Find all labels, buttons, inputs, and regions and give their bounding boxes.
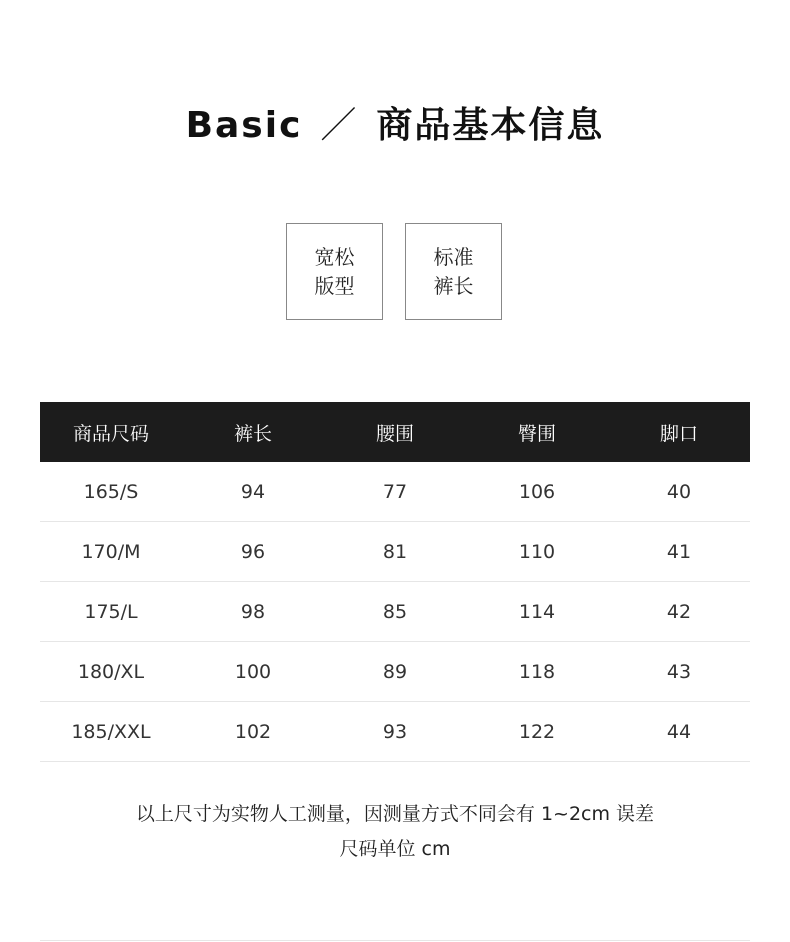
- cell-waist: 77: [324, 462, 466, 522]
- cell-pants-length: 94: [182, 462, 324, 522]
- cell-hip: 114: [466, 582, 608, 642]
- table-row: [40, 582, 750, 642]
- table-row: [40, 462, 750, 522]
- cell-size: 175/L: [40, 582, 182, 642]
- cell-size: 165/S: [40, 462, 182, 522]
- cell-hip: 110: [466, 522, 608, 582]
- note-line-2: 尺码单位 cm: [339, 838, 451, 860]
- cell-hip: 122: [466, 702, 608, 762]
- cell-waist: 85: [324, 582, 466, 642]
- bottom-divider: [40, 940, 750, 941]
- measurement-note: [0, 797, 790, 867]
- cell-pants-length: 98: [182, 582, 324, 642]
- page-title: [0, 97, 790, 148]
- cell-hem: 40: [608, 462, 750, 522]
- title-separator: ／: [320, 105, 359, 146]
- header-pants-length: 裤长: [182, 402, 324, 462]
- cell-pants-length: 102: [182, 702, 324, 762]
- length-tag-standard: [405, 223, 502, 320]
- cell-hem: 41: [608, 522, 750, 582]
- cell-size: 170/M: [40, 522, 182, 582]
- table-row: [40, 642, 750, 702]
- table-row: [40, 702, 750, 762]
- tag-line: 宽松: [314, 244, 355, 269]
- cell-waist: 89: [324, 642, 466, 702]
- cell-hip: 106: [466, 462, 608, 522]
- table-row: [40, 522, 750, 582]
- header-size: 商品尺码: [40, 402, 182, 462]
- cell-pants-length: 96: [182, 522, 324, 582]
- tag-line: 裤长: [433, 273, 474, 298]
- cell-size: 180/XL: [40, 642, 182, 702]
- header-hem: 脚口: [608, 402, 750, 462]
- tag-line: 标准: [433, 244, 474, 269]
- note-line-1: 以上尺寸为实物人工测量，因测量方式不同会有 1~2cm 误差: [135, 803, 655, 825]
- header-waist: 腰围: [324, 402, 466, 462]
- cell-hip: 118: [466, 642, 608, 702]
- cell-pants-length: 100: [182, 642, 324, 702]
- cell-waist: 81: [324, 522, 466, 582]
- cell-hem: 44: [608, 702, 750, 762]
- tag-line: 版型: [314, 273, 355, 298]
- title-english: Basic: [185, 105, 303, 146]
- size-chart-table: [40, 402, 750, 762]
- table-header-row: [40, 402, 750, 462]
- cell-waist: 93: [324, 702, 466, 762]
- header-hip: 臀围: [466, 402, 608, 462]
- fit-tag-loose: [286, 223, 383, 320]
- cell-size: 185/XXL: [40, 702, 182, 762]
- title-chinese: 商品基本信息: [376, 105, 605, 146]
- cell-hem: 43: [608, 642, 750, 702]
- cell-hem: 42: [608, 582, 750, 642]
